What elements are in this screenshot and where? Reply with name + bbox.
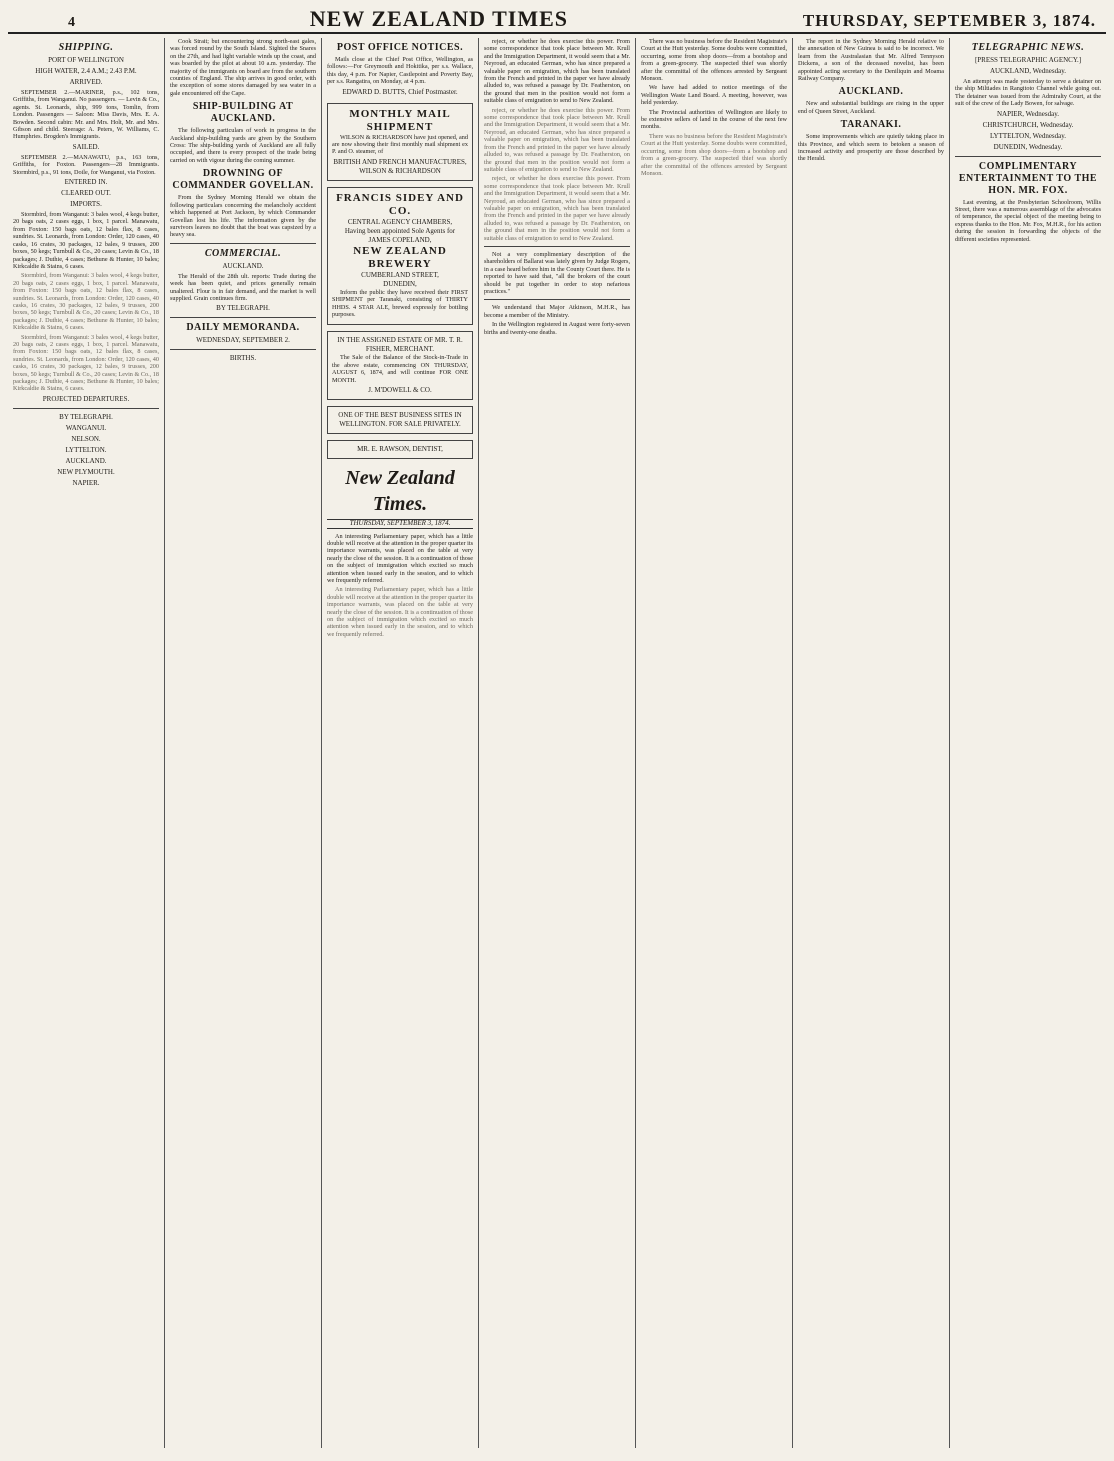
telegraph-auckland-text: An attempt was made yesterday to serve a detainer on the ship Miltiades in Rangitoto Channel while going out. The detainer was issued from the Admiralty Court, at the suit of the crew of the Lady Bowen, for salvage. (955, 78, 1101, 108)
ad-dunedin: DUNEDIN, (383, 279, 417, 288)
page-number: 4 (68, 15, 75, 30)
column-telegraphic (950, 38, 1106, 1448)
divider (170, 243, 316, 244)
high-water: HIGH WATER, 2.4 A.M.; 2.43 P.M. (35, 67, 137, 75)
column-3 (322, 38, 479, 1448)
auckland-news-heading: AUCKLAND. (838, 86, 904, 98)
ad-monthly-title: MONTHLY MAIL SHIPMENT (349, 107, 451, 133)
ad-estate (327, 331, 473, 400)
daily-memoranda-heading: DAILY MEMORANDA. (186, 322, 300, 334)
telegraph-dunedin: DUNEDIN, Wednesday. (993, 142, 1063, 151)
taranaki-heading: TARANAKI. (840, 119, 902, 131)
ad-wilson-richardson (327, 103, 473, 181)
port-name: PORT OF WELLINGTON (48, 56, 124, 64)
nelson-heading: NELSON. (71, 434, 101, 443)
column-2 (165, 38, 322, 1448)
column-5 (636, 38, 793, 1448)
telegraph-lyttelton: LYTTELTON, Wednesday. (989, 131, 1067, 140)
imports-heading: IMPORTS. (70, 200, 102, 209)
post-office-text: Mails close at the Chief Post Office, Wellington, as follows:—For Greymouth and Hokitika, per s.s. Wallace, this day, 4 p.m. For Napier, Castlepoint and Poverty Bay, per s.s. Rangatira, on Monday, at 4 p.m. (327, 56, 473, 86)
ad-estate-title: IN THE ASSIGNED ESTATE OF MR. T. R. FISHER, MERCHANT. (337, 336, 463, 354)
imports-text: Stormbird, from Wanganui: 3 bales wool, 4 kegs butter, 20 bags oats, 2 cases eggs, 1 box, 1 parcel. Manawatu, from Foxton: 150 bags oats, 12 bales flax, 8 cases, sundries. St. Leonards, from London: Order, 120 cases, 40 casks, 16 crates, 30 packages, 12 bales, 9 trusses, 200 boxes, 50 kegs; Turnbull & Co., 20 cases; Levin & Co., 18 packages; J. Duthie, 4 cases; Bethune & Hunter, 10 bales; Kirkcaldie & Stains, 6 cases. (13, 211, 159, 270)
divider (484, 246, 630, 247)
complimentary-heading: COMPLIMENTARY ENTERTAINMENT TO THE HON. MR. FOX. (958, 160, 1098, 196)
leader-text-cont: An interesting Parliamentary paper, which has a little double will receive at the attention in the proper quarter its importance warrants, was placed on the table at very nearly the close of the session. It is a continuation of those on the subject of immigration which excited so much attention when issued early in the session, and to which we frequently referred. (327, 586, 473, 638)
article-1: reject, or whether he does exercise this power. From some correspondence that took place between Mr. Krull and the Immigration Department, it would seem that a Mr. Neyroud, an educated German, who has since prepared a valuable paper on emigration, which has been translated from the French and printed in the paper we have already alluded to, was refused a passage by Dr. Featherston, on the ground that men in the position would not form a suitable class of emigration to send to New Zealand. (484, 38, 630, 105)
drowning-text: From the Sydney Morning Herald we obtain the following particulars concerning the melancholy accident which happened at Port Jackson, by which Commander Govellan lost his life. The information given by the survivors leaves no doubt that the boat was capsized by a heavy sea. (170, 194, 316, 239)
telegraph-heading: BY TELEGRAPH. (59, 412, 113, 421)
telegraph-christchurch: CHRISTCHURCH, Wednesday. (982, 120, 1074, 129)
taranaki-text: Some improvements which are quietly taking place in this Province, and which seem to betoken a season of increased activity and prosperity are those described by the Herald. (798, 133, 944, 163)
local-3: The Provincial authorities of Wellington are likely to be extensive sellers of land in the course of the next few months. (641, 108, 787, 131)
wanganui-heading: WANGANUI. (65, 423, 107, 432)
ad-wilson-text: WILSON & RICHARDSON have just opened, and are now showing their first monthly mail shipment ex P. and O. steamer, of (332, 133, 468, 156)
complimentary-text: Last evening, at the Presbyterian Schoolroom, Willis Street, there was a numerous assemblage of the advocates of temperance, the special object of the meeting being to express thanks to the Hon. Mr. Fox, M.H.R., for his action during the session in forwarding the objects of the different societies represented. (955, 198, 1101, 243)
masthead (8, 6, 1106, 34)
ad-sidey-title: FRANCIS SIDEY AND CO. (336, 191, 464, 217)
departures-heading: PROJECTED DEPARTURES. (42, 394, 130, 403)
shipping-heading: SHIPPING. (58, 42, 114, 53)
column-shipping (8, 38, 165, 1448)
shipbuilding-heading: SHIP-BUILDING AT AUCKLAND. (192, 101, 294, 125)
paper-flag: New Zealand Times. (345, 467, 455, 516)
imports-text-cont: Stormbird, from Wanganui: 3 bales wool, 4 kegs butter, 20 bags oats, 2 cases eggs, 1 box, 1 parcel. Manawatu, from Foxton: 150 bags oats, 12 bales flax, 8 cases, sundries. St. Leonards, from London: Order, 120 cases, 40 casks, 16 crates, 30 packages, 12 bales, 9 trusses, 200 boxes, 50 kegs; Turnbull & Co., 20 cases; Levin & Co., 18 packages; J. Duthie, 4 cases; Bethune & Hunter, 10 bales; Kirkcaldie & Stains, 6 cases. (13, 272, 159, 332)
ad-british: BRITISH AND FRENCH MANUFACTURES, (333, 157, 467, 166)
paper-title: NEW ZEALAND TIMES (309, 6, 569, 31)
ad-sidey-text: Having been appointed Sole Agents for (344, 226, 456, 235)
divider (170, 317, 316, 318)
local-1: There was no business before the Resident Magistrate's Court at the Hutt yesterday. Some doubts were committed, occurring, some from shop doors—from a bootshop and from a green-grocery. The suspected thief was shortly after the committal of the offences arrested by Sergeant Monson. (641, 38, 787, 83)
telegraph-heading-2: BY TELEGRAPH. (216, 304, 270, 313)
commercial-text: The Herald of the 28th ult. reports: Trade during the week has been quiet, and prices generally remain unaltered. Flour is in fair demand, and the market is well supplied. Grain continues firm. (170, 272, 316, 302)
local-2: We have had added to notice meetings of the Wellington Waste Land Board. A meeting, however, was held yesterday. (641, 84, 787, 107)
article-1-cont: reject, or whether he does exercise this power. From some correspondence that took place between Mr. Krull and the Immigration Department, it would seem that a Mr. Neyroud, an educated German, who has since prepared a valuable paper on emigration, which has been translated from the French and printed in the paper we have already alluded to, was refused a passage by Dr. Featherston, on the ground that men in the position would not form a suitable class of emigration to send to New Zealand. (484, 106, 630, 173)
article-4: In the Wellington registered in August were forty-seven births and twenty-one deaths. (484, 321, 630, 336)
divider (484, 299, 630, 300)
local-3-cont: There was no business before the Resident Magistrate's Court at the Hutt yesterday. Some doubts were committed, occurring, some from shop doors—from a bootshop and from a green-grocery. The suspected thief was shortly after the committal of the offences arrested by Sergeant Monson. (641, 132, 787, 177)
article-2: Not a very complimentary description of the shareholders of Ballarat was lately given by Judge Rogers, in a case heard before him in the County Court there. He is reported to have said that, "all the brokers of the court should be put together in order to stop nefarious practices." (484, 250, 630, 295)
columns (8, 38, 1106, 1448)
ad-rawson-title: MR. E. RAWSON, DENTIST, (357, 445, 443, 454)
napier-heading: NAPIER. (72, 478, 100, 487)
ad-business-title: ONE OF THE BEST BUSINESS SITES IN WELLINGTON. FOR SALE PRIVATELY. (338, 411, 462, 429)
divider (170, 349, 316, 350)
sailed-text: SEPTEMBER 2.—MANAWATU, p.s., 163 tons, Griffiths, for Foxton. Passengers—28 Immigrants. Stormbird, p.s., 91 tons, Doile, for Wanganui, via Foxton. (13, 153, 159, 176)
ship-report: Cook Strait; but encountering strong north-east gales, was forced round by the South Island. Sighted the Snares on the 27th, and had light variable winds up the coast, and was boarded by the pilot at about 10 a.m. yesterday. The majority of the immigrants on board are from the southern counties of England. The ship arrives in good order, with the exception of some stores damaged by sea water in a gale encountered off the Cape. (170, 38, 316, 97)
divider (955, 156, 1101, 157)
ad-chambers: CENTRAL AGENCY CHAMBERS, (347, 217, 453, 226)
ad-wilson-sign: WILSON & RICHARDSON (359, 166, 441, 175)
auckland-heading: AUCKLAND. (65, 456, 107, 465)
ad-cumberland: CUMBERLAND STREET, (361, 270, 439, 279)
ad-copeland: JAMES COPELAND, (368, 235, 432, 244)
column-6 (793, 38, 950, 1448)
sailed-heading: SAILED. (72, 142, 100, 151)
divider (13, 408, 159, 409)
ad-estate-text: The Sale of the Balance of the Stock-in-Trade in the above estate, commencing ON THURSDAY, AUGUST 6, 1874, and will continue FOR ONE MONTH. (332, 354, 468, 384)
telegraphic-heading: TELEGRAPHIC NEWS. (971, 42, 1085, 53)
shipbuilding-text: The following particulars of work in progress in the Auckland ship-building yards are given by the Southern Cross: The ship-building yards of Auckland are all fully occupied, and there is every prospect of the trade being carried on with vigour during the coming summer. (170, 127, 316, 164)
cleared-heading: CLEARED OUT. (61, 189, 111, 198)
drowning-heading: DROWNING OF COMMANDER GOVELLAN. (172, 168, 314, 192)
ad-business-site (327, 406, 473, 434)
press-agency: [PRESS TELEGRAPHIC AGENCY.] (974, 56, 1082, 64)
lyttelton-heading: LYTTELTON. (65, 445, 107, 454)
leader-date: THURSDAY, SEPTEMBER 3, 1874. (327, 519, 473, 528)
ad-brewery-text: Inform the public they have received their FIRST SHIPMENT per Taranaki, consisting of THIRTY HHDS. 4 STAR ALE, brewed expressly for bottling purposes. (332, 288, 468, 319)
leader-text: An interesting Parliamentary paper, which has a little double will receive at the attention in the proper quarter its importance warrants, was placed on the table at very nearly the close of the session. It is a continuation of those on the subject of immigration which excited so much attention when issued early in the session, and to which we frequently referred. (327, 532, 473, 584)
births-heading: BIRTHS. (229, 354, 257, 363)
ad-mcdowell: J. M'DOWELL & CO. (368, 386, 432, 395)
arrived-heading: ARRIVED. (69, 78, 103, 86)
telegraph-auckland: AUCKLAND, Wednesday. (989, 67, 1067, 75)
arrived-text: SEPTEMBER 2.—MARINER, p.s., 102 tons, Griffiths, from Wanganui. No passengers. — Levin & Co., agents. St. Leonards, ship, 999 tons, Tomlin, from London. Passengers — Saloon: Miss Davis, Mrs. E. A. Bowden. Second cabin: Mr. and Mrs. Holt, Mr. and Mrs. Gibson and child. Steerage: A. Peters, W. Williams, C. Humphries. Brogden's Immigrants. (13, 89, 159, 141)
column-4 (479, 38, 636, 1448)
telegraph-napier: NAPIER, Wednesday. (996, 109, 1060, 118)
ad-francis-sidey (327, 187, 473, 326)
commercial-heading: COMMERCIAL. (204, 247, 282, 259)
ad-rawson (327, 440, 473, 459)
auckland-news-text: New and substantial buildings are rising in the upper end of Queen Street, Auckland. (798, 100, 944, 115)
ad-brewery: NEW ZEALAND BREWERY (353, 244, 447, 270)
plymouth-heading: NEW PLYMOUTH. (57, 467, 115, 476)
daily-date: WEDNESDAY, SEPTEMBER 2. (196, 336, 290, 345)
news-1: The report in the Sydney Morning Herald relative to the annexation of New Guinea is said to be incorrect. We learn from the Australasian that Mr. Alfred Tennyson Dickens, a son of the deceased novelist, has been appointed acting secretary to the Deniliquin and Moama Railway Company. (798, 38, 944, 83)
article-3: We understand that Major Atkinson, M.H.R., has become a member of the Ministry. (484, 304, 630, 319)
imports-text-cont-2: Stormbird, from Wanganui: 3 bales wool, 4 kegs butter, 20 bags oats, 2 cases eggs, 1 box, 1 parcel. Manawatu, from Foxton: 150 bags oats, 12 bales flax, 8 cases, sundries. St. Leonards, from London: Order, 120 cases, 40 casks, 16 crates, 30 packages, 12 bales, 9 trusses, 200 boxes, 50 kegs; Turnbull & Co., 20 cases; Levin & Co., 18 packages; J. Duthie, 4 cases; Bethune & Hunter, 10 bales; Kirkcaldie & Stains, 6 cases. (13, 333, 159, 393)
newspaper-page (8, 6, 1106, 1448)
post-office-heading: POST OFFICE NOTICES. (336, 42, 464, 53)
entered-heading: ENTERED IN. (64, 178, 108, 187)
article-1-cont-2: reject, or whether he does exercise this power. From some correspondence that took place between Mr. Krull and the Immigration Department, it would seem that a Mr. Neyroud, an educated German, who has since prepared a valuable paper on emigration, which has been translated from the French and printed in the paper we have already alluded to, was refused a passage by Dr. Featherston, on the ground that men in the position would not form a suitable class of emigration to send to New Zealand. (484, 175, 630, 242)
postmaster: EDWARD D. BUTTS, Chief Postmaster. (342, 87, 458, 96)
paper-date: THURSDAY, SEPTEMBER 3, 1874. (802, 11, 1096, 30)
commercial-auckland: AUCKLAND. (222, 261, 264, 270)
